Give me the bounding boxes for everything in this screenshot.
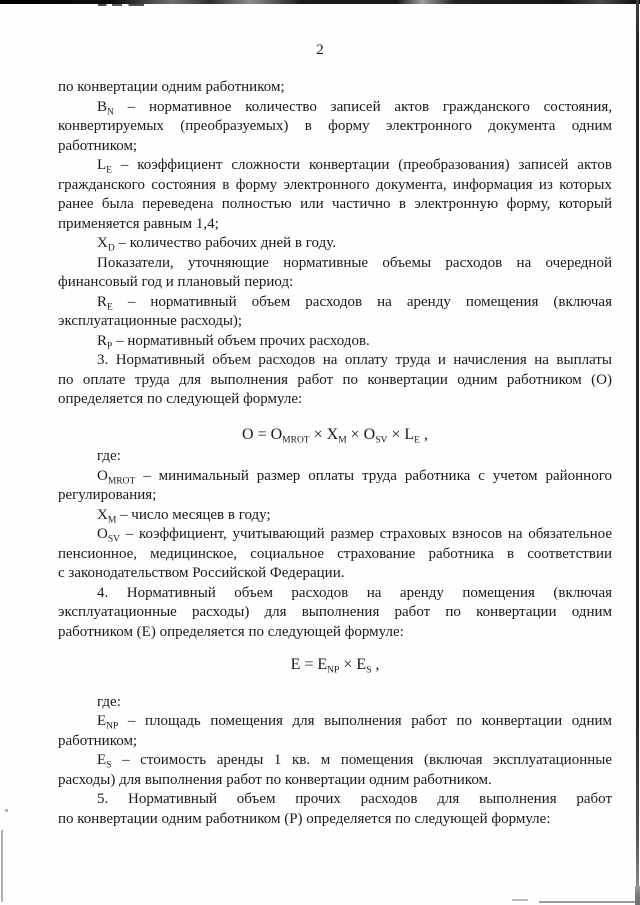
scan-top-edge-dash	[98, 4, 144, 6]
paragraph	[58, 447, 612, 467]
formula: $O = O_{MROT} \times X_M \times O_{SV} \times L_E$ ,	[242, 425, 428, 445]
document-body	[58, 78, 612, 829]
scan-top-edge-line	[0, 0, 640, 4]
scan-corner-marks	[635, 886, 640, 905]
text-line: с законодательством Российской Федерации.	[58, 565, 345, 581]
paragraph	[58, 467, 612, 506]
text-line: эксплуатационные расходы) для выполнения работ по конвертации одним	[58, 604, 612, 620]
subscript: N	[107, 107, 114, 117]
subscript: M	[338, 435, 347, 445]
text-line: эксплуатационные расходы);	[58, 313, 243, 329]
scan-bottom-left-line	[1, 830, 3, 902]
text-line: применяется равным 1,4;	[58, 215, 219, 232]
paragraph	[58, 712, 612, 751]
text-line: $X_D$ – количество рабочих дней в году.	[97, 235, 336, 254]
text-line: где:	[97, 693, 121, 710]
scan-bottom-dash	[512, 899, 528, 901]
text-line: по оплате труда для выполнения работ по конвертации одним работником (O)	[58, 371, 612, 388]
text-line: работником;	[58, 732, 138, 749]
paragraph	[58, 156, 612, 234]
paragraph	[58, 751, 612, 790]
subscript: D	[107, 243, 115, 254]
subscript: MROT	[282, 435, 310, 445]
text-line: гражданского состояния в форму электронного документа, информация из которых	[58, 176, 612, 193]
text-line: Показатели, уточняющие нормативные объемы расходов на очередной	[97, 254, 612, 271]
paragraph	[58, 525, 612, 584]
subscript: E	[106, 165, 112, 176]
paragraph	[58, 506, 612, 526]
text-line: финансовый год и плановый период:	[58, 274, 294, 290]
subscript: SV	[107, 534, 120, 545]
text-line: $E_{NP}$ – площадь помещения для выполнения работ по конвертации одним	[97, 713, 612, 732]
text-line: работником;	[58, 137, 138, 154]
text-line: 5. Нормативный объем прочих расходов для выполнения работ	[97, 791, 612, 807]
subscript: MROT	[107, 476, 136, 486]
text-line: $X_M$ – число месяцев в году;	[97, 506, 271, 525]
paragraph	[58, 98, 612, 157]
paragraph	[58, 693, 612, 713]
subscript: E	[414, 435, 420, 445]
page-number: 2	[316, 42, 324, 58]
subscript: NP	[327, 665, 340, 676]
text-line: где:	[97, 448, 121, 464]
subscript: E	[107, 302, 113, 312]
subscript: M	[107, 515, 117, 525]
subscript: S	[366, 665, 372, 676]
text-line: конвертируемых (преобразуемых) в форму электронного документа одним	[58, 118, 612, 134]
subscript: S	[106, 760, 112, 771]
text-line: расходы) для выполнения работ по конвертации одним работником.	[58, 771, 492, 788]
scan-bottom-line	[539, 901, 640, 903]
paragraph	[58, 351, 612, 410]
text-line: пенсионное, медицинское, социальное страхование работника в соответствии	[58, 545, 612, 562]
text-line: работником (E) определяется по следующей формуле:	[58, 623, 404, 640]
formula: $E = E_{NP} \times E_S$ ,	[290, 656, 380, 676]
subscript: SV	[375, 435, 388, 445]
text-line: по конвертации одним работником;	[58, 79, 285, 95]
paragraph	[58, 254, 612, 293]
text-line: $R_E$ – нормативный объем расходов на аренду помещения (включая	[97, 293, 612, 312]
subscript: NP	[106, 721, 119, 732]
scan-right-edge-line	[636, 0, 639, 892]
paragraph	[58, 234, 612, 254]
text-line: $O_{MROT}$ – минимальный размер оплаты труда работника с учетом районного	[97, 467, 612, 486]
text-line: $E_S$ – стоимость аренды 1 кв. м помещения (включая эксплуатационные	[97, 752, 612, 771]
text-line: по конвертации одним работником (P) определяется по следующей формуле:	[58, 810, 551, 827]
text-line: регулирования;	[58, 487, 157, 503]
text-line: ранее была переведена полностью или частично в электронную форму, который	[58, 196, 612, 212]
scan-speck	[5, 809, 8, 812]
text-line: $R_P$ – нормативный объем прочих расходов.	[97, 332, 370, 351]
text-line: $O_{SV}$ – коэффициент, учитывающий размер страховых взносов на обязательное	[97, 526, 612, 545]
paragraph	[58, 790, 612, 829]
text-line: определяется по следующей формуле:	[58, 391, 303, 407]
text-line: 4. Нормативный объем расходов на аренду помещения (включая	[97, 584, 612, 601]
paragraph	[58, 584, 612, 643]
text-line: 3. Нормативный объем расходов на оплату труда и начисления на выплаты	[97, 352, 612, 368]
text-line: $L_E$ – коэффициент сложности конвертации (преобразования) записей актов	[97, 157, 612, 176]
text-line: $B_N$ – нормативное количество записей актов гражданского состояния,	[97, 98, 612, 117]
paragraph	[58, 332, 612, 352]
paragraph	[58, 293, 612, 332]
subscript: P	[107, 341, 113, 351]
paragraph	[58, 78, 612, 98]
